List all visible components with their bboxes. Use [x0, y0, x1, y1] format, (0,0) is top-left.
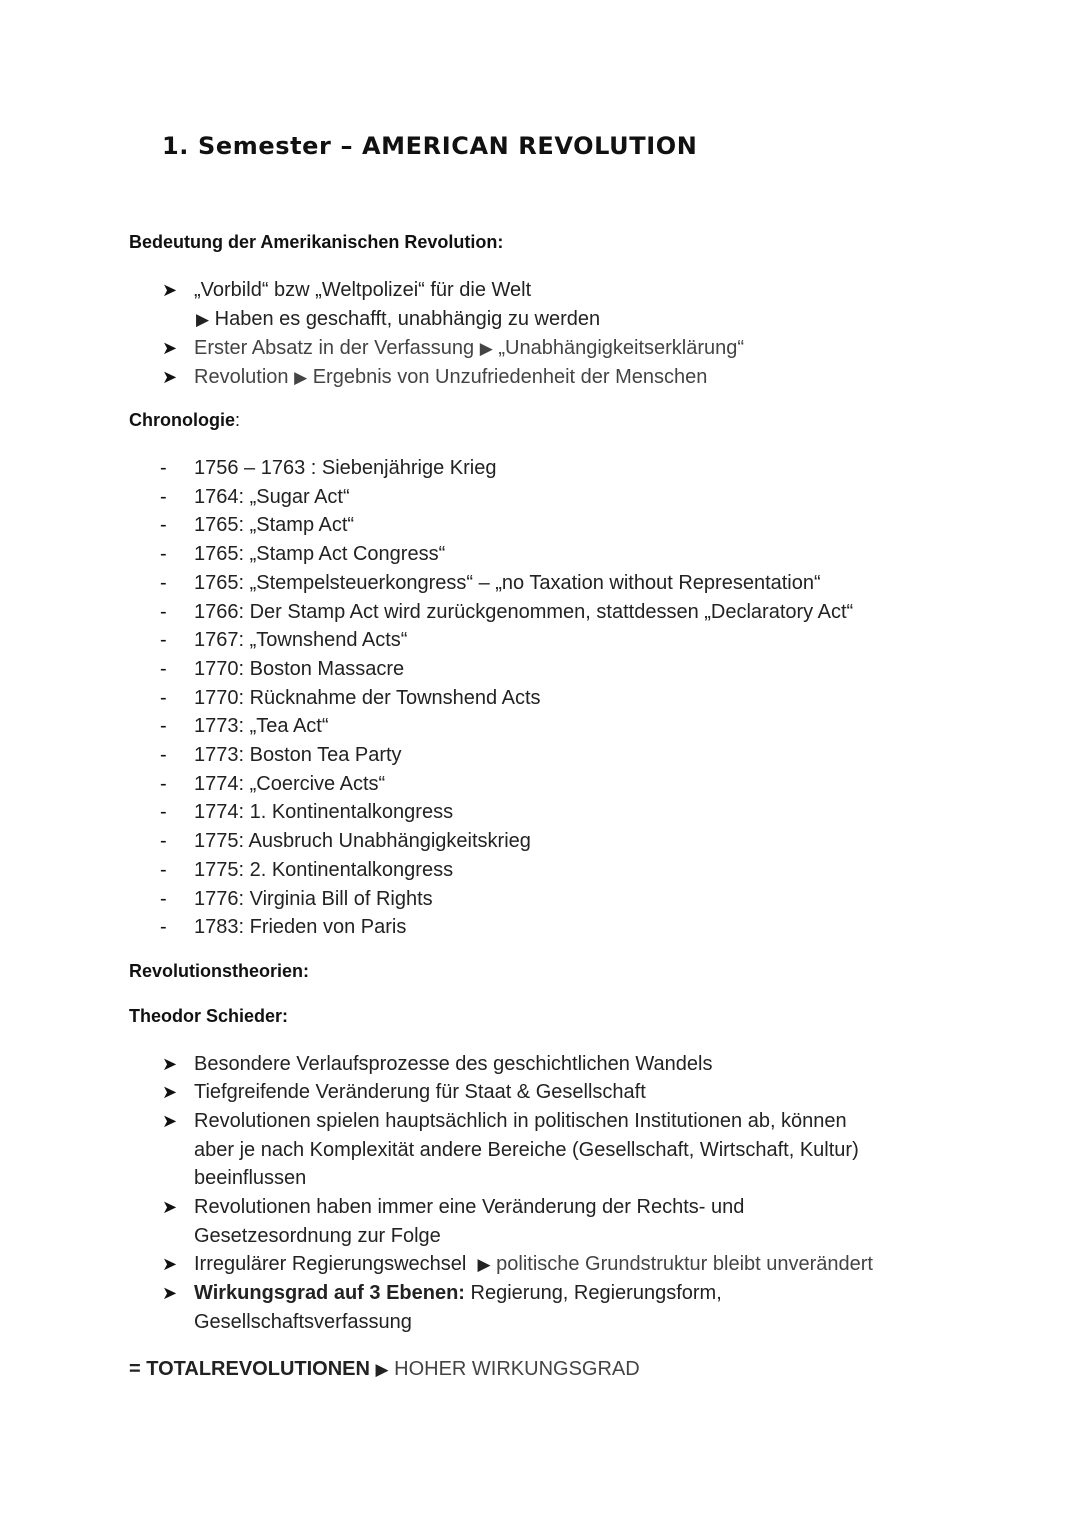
chronology-item: 1770: Rücknahme der Townshend Acts [194, 687, 541, 709]
triangle-right-icon: ▶ [479, 339, 493, 358]
dash-bullet: - [160, 629, 167, 651]
page-title: 1. Semester – AMERICAN REVOLUTION [162, 132, 698, 160]
section-heading-bedeutung: Bedeutung der Amerikanischen Revolution: [129, 232, 504, 252]
triangle-right-icon: ▶ [294, 368, 308, 387]
dash-bullet: - [160, 572, 167, 594]
list-item-line: Gesellschaftsverfassung [194, 1311, 412, 1333]
list-item: Irregulärer Regierungswechsel ▶ politische Grundstruktur bleibt unverändert [194, 1253, 873, 1275]
chronology-item: 1776: Virginia Bill of Rights [194, 888, 433, 910]
dash-bullet: - [160, 801, 167, 823]
chevron-bullet-icon: ➤ [162, 1254, 178, 1274]
conclusion-line: = TOTALREVOLUTIONEN ▶ HOHER WIRKUNGSGRAD [129, 1358, 640, 1380]
list-item-line: Wirkungsgrad auf 3 Ebenen: Regierung, Regierungsform, [194, 1282, 722, 1304]
section-heading-theorien: Revolutionstheorien: [129, 961, 310, 981]
dash-bullet: - [160, 888, 167, 910]
section-heading-chronologie: Chronologie: [129, 410, 241, 430]
chronology-item: 1774: „Coercive Acts“ [194, 773, 386, 795]
chronology-item: 1783: Frieden von Paris [194, 916, 407, 938]
dash-bullet: - [160, 859, 167, 881]
dash-bullet: - [160, 916, 167, 938]
list-item-line: aber je nach Komplexität andere Bereiche (Gesellschaft, Wirtschaft, Kultur) [194, 1139, 859, 1161]
chevron-bullet-icon: ➤ [162, 1197, 178, 1217]
dash-bullet: - [160, 457, 167, 479]
list-item: Erster Absatz in der Verfassung ▶ „Unabhängigkeitserklärung“ [194, 337, 745, 359]
dash-bullet: - [160, 514, 167, 536]
triangle-right-icon: ▶ [196, 310, 210, 329]
chevron-bullet-icon: ➤ [162, 1082, 178, 1102]
dash-bullet: - [160, 744, 167, 766]
dash-bullet: - [160, 773, 167, 795]
triangle-right-icon: ▶ [477, 1255, 491, 1274]
dash-bullet: - [160, 543, 167, 565]
chronology-item: 1773: „Tea Act“ [194, 715, 329, 737]
arrow-bullet-icon: ➤ [162, 367, 178, 387]
chronology-item: 1773: Boston Tea Party [194, 744, 402, 766]
list-item: Besondere Verlaufsprozesse des geschichtlichen Wandels [194, 1053, 713, 1075]
dash-bullet: - [160, 830, 167, 852]
dash-bullet: - [160, 687, 167, 709]
arrow-bullet-icon: ➤ [162, 280, 178, 300]
list-item: Revolution ▶ Ergebnis von Unzufriedenheit der Menschen [194, 366, 708, 388]
chronology-item: 1766: Der Stamp Act wird zurückgenommen, stattdessen „Declaratory Act“ [194, 601, 854, 623]
list-item-line: Gesetzesordnung zur Folge [194, 1225, 441, 1247]
dash-bullet: - [160, 601, 167, 623]
list-item-line: Revolutionen haben immer eine Veränderung der Rechts- und [194, 1196, 745, 1218]
chronology-item: 1775: Ausbruch Unabhängigkeitskrieg [194, 830, 531, 852]
triangle-right-icon: ▶ [375, 1360, 389, 1379]
list-item: „Vorbild“ bzw „Weltpolizei“ für die Welt [194, 279, 532, 301]
chronology-item: 1765: „Stamp Act“ [194, 514, 355, 536]
list-item-line: Revolutionen spielen hauptsächlich in politischen Institutionen ab, können [194, 1110, 847, 1132]
chronology-item: 1770: Boston Massacre [194, 658, 405, 680]
chronology-item: 1756 – 1763 : Siebenjährige Krieg [194, 457, 497, 479]
chronology-item: 1767: „Townshend Acts“ [194, 629, 408, 651]
list-item: Tiefgreifende Veränderung für Staat & Gesellschaft [194, 1081, 646, 1103]
section-heading-schieder: Theodor Schieder: [129, 1006, 289, 1026]
dash-bullet: - [160, 486, 167, 508]
chevron-bullet-icon: ➤ [162, 1111, 178, 1131]
chronology-item: 1765: „Stempelsteuerkongress“ – „no Taxation without Representation“ [194, 572, 821, 594]
chevron-bullet-icon: ➤ [162, 1283, 178, 1303]
list-item-sub: ▶ Haben es geschafft, unabhängig zu werden [196, 308, 601, 330]
chronology-item: 1775: 2. Kontinentalkongress [194, 859, 454, 881]
chronology-item: 1764: „Sugar Act“ [194, 486, 350, 508]
arrow-bullet-icon: ➤ [162, 338, 178, 358]
list-item-line: beeinflussen [194, 1167, 307, 1189]
dash-bullet: - [160, 658, 167, 680]
dash-bullet: - [160, 715, 167, 737]
chronology-item: 1774: 1. Kontinentalkongress [194, 801, 454, 823]
chevron-bullet-icon: ➤ [162, 1054, 178, 1074]
chronology-item: 1765: „Stamp Act Congress“ [194, 543, 446, 565]
